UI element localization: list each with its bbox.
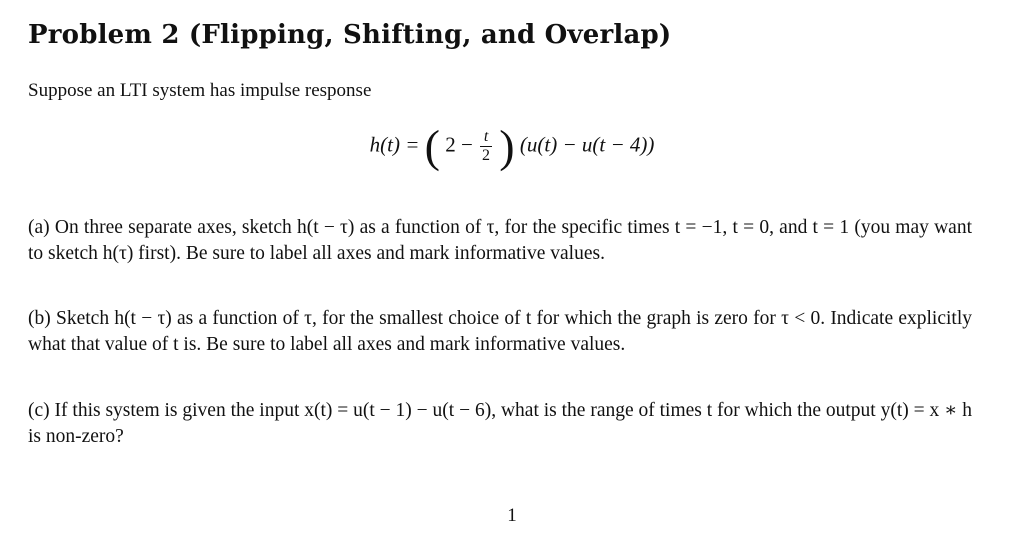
equation-lhs: h(t) = xyxy=(369,132,420,157)
part-b xyxy=(28,306,972,358)
equation-paren-open: ( xyxy=(424,120,440,172)
part-c xyxy=(28,398,972,450)
impulse-response-equation xyxy=(0,120,1024,172)
intro-text: Suppose an LTI system has impulse response xyxy=(28,80,372,101)
fraction-numerator: t xyxy=(480,128,492,147)
equation-two: 2 xyxy=(445,132,456,157)
part-c-label: (c) xyxy=(28,400,50,421)
fraction-denominator: 2 xyxy=(482,147,491,164)
part-b-label: (b) xyxy=(28,308,51,329)
equation-minus: − xyxy=(460,132,473,157)
equation-rhs: (u(t) − u(t − 4)) xyxy=(519,132,655,157)
equation-paren-close: ) xyxy=(499,120,515,172)
equation-fraction xyxy=(480,128,492,165)
part-a-text: On three separate axes, sketch h(t − τ) as a function of τ, for the specific times t = −1, t = 0, and t = 1 (you may want to sketch h(τ) first). Be sure to label all axes and mark informative values. xyxy=(28,217,972,264)
part-b-text: Sketch h(t − τ) as a function of τ, for the smallest choice of t for which the graph is zero for τ < 0. Indicate explicitly what that value of t is. Be sure to label all axes and mark informative values. xyxy=(28,308,972,355)
part-c-text: If this system is given the input x(t) = u(t − 1) − u(t − 6), what is the range of times t for which the output y(t) = x ∗ h is non-zero? xyxy=(28,400,973,447)
problem-title: Problem 2 (Flipping, Shifting, and Overlap) xyxy=(28,20,672,50)
part-a-label: (a) xyxy=(28,217,50,238)
part-a xyxy=(28,215,972,267)
page-number: 1 xyxy=(507,505,517,526)
